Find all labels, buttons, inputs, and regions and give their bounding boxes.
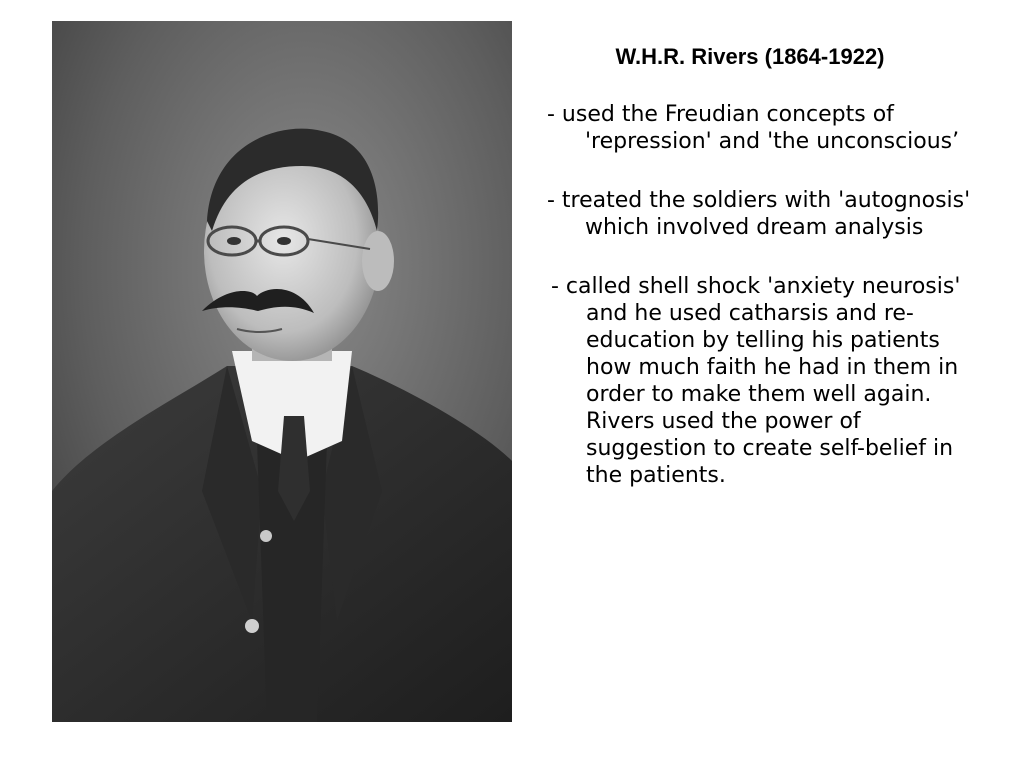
portrait-photo [52,21,512,722]
slide-title: W.H.R. Rivers (1864-1922) [615,44,885,69]
text-panel [540,44,980,489]
portrait-illustration [52,21,512,722]
bullet-autognosis: - treated the soldiers with 'autognosis' which involved dream analysis [547,188,971,240]
bullet-repression: - used the Freudian concepts of 'repression' and 'the unconscious’ [547,102,960,154]
bullet-anxiety-neurosis: - called shell shock 'anxiety neurosis' and he used catharsis and re-education by telling his patients how much faith he had in them in order to make them well again. Rivers used the power of suggestion to create self-belief in the patients. [551,274,961,488]
